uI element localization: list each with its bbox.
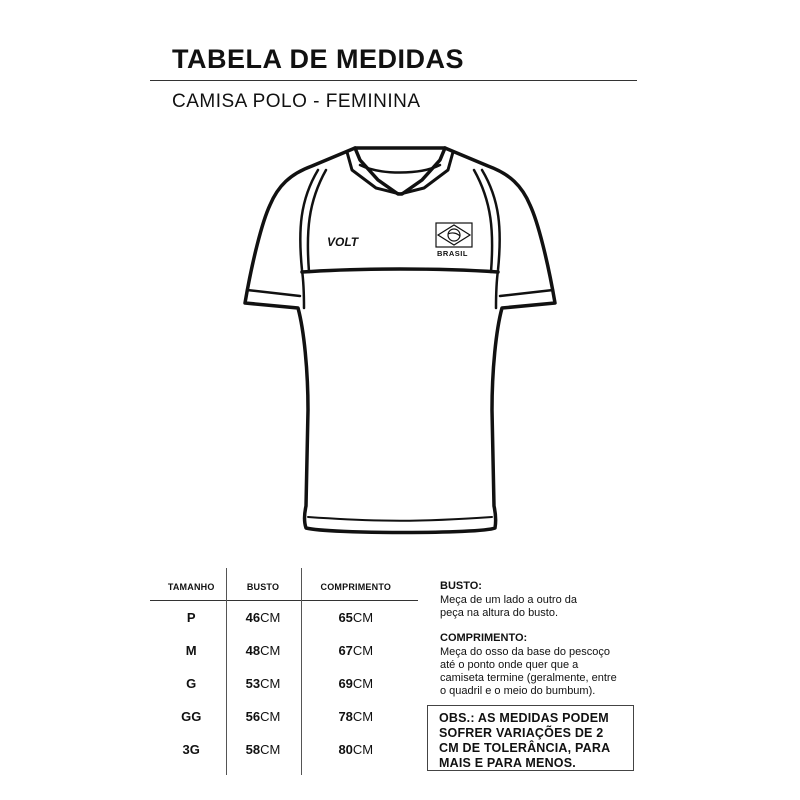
table-row xyxy=(150,733,418,766)
header-busto: BUSTO xyxy=(232,573,293,601)
header-comprimento: COMPRIMENTO xyxy=(294,573,418,601)
comprimento-value: 80 xyxy=(338,742,353,757)
comprimento-value: 69 xyxy=(338,676,353,691)
size-cell: 3G xyxy=(182,742,200,757)
measurement-notes xyxy=(440,580,680,710)
comprimento-value: 67 xyxy=(338,643,353,658)
comprimento-cell xyxy=(294,634,418,667)
busto-cell xyxy=(232,601,293,635)
comprimento-cell xyxy=(294,700,418,733)
column-divider xyxy=(301,568,302,775)
busto-cell xyxy=(232,733,293,766)
comprimento-note-text: Meça do osso da base do pescoço até o ponto onde quer que a camiseta termine (geralmente, entre o quadril e o meio do bumbum). xyxy=(440,646,617,697)
volt-logo: VOLT xyxy=(327,235,359,249)
shirt-drawing xyxy=(230,138,570,538)
size-cell: GG xyxy=(181,709,202,724)
busto-value: 46 xyxy=(245,610,261,625)
unit-label: CM xyxy=(352,676,374,691)
unit-label: CM xyxy=(260,610,281,625)
page-subtitle: CAMISA POLO - FEMININA xyxy=(172,91,421,112)
unit-label: CM xyxy=(352,742,374,757)
size-cell: P xyxy=(186,610,196,625)
table-row xyxy=(150,601,418,635)
busto-value: 53 xyxy=(245,676,261,691)
header-tamanho: TAMANHO xyxy=(150,573,232,601)
comprimento-value: 78 xyxy=(338,709,353,724)
busto-cell xyxy=(232,700,293,733)
size-cell: M xyxy=(185,643,197,658)
unit-label: CM xyxy=(352,643,374,658)
unit-label: CM xyxy=(260,742,281,757)
table-header-row xyxy=(150,573,418,601)
busto-cell xyxy=(232,667,293,700)
comprimento-note-title: COMPRIMENTO: xyxy=(440,632,528,644)
page-title: TABELA DE MEDIDAS xyxy=(172,44,464,74)
busto-value: 58 xyxy=(245,742,261,757)
unit-label: CM xyxy=(260,709,281,724)
flag-label: BRASIL xyxy=(437,249,468,258)
busto-note-text: Meça de um lado a outro da peça na altura do busto. xyxy=(440,594,577,619)
busto-value: 48 xyxy=(245,643,261,658)
busto-note-title: BUSTO: xyxy=(440,580,482,592)
unit-label: CM xyxy=(352,709,374,724)
size-table xyxy=(150,573,418,766)
unit-label: CM xyxy=(260,676,281,691)
busto-value: 56 xyxy=(245,709,261,724)
comprimento-cell xyxy=(294,601,418,635)
unit-label: CM xyxy=(352,610,374,625)
unit-label: CM xyxy=(260,643,281,658)
comprimento-value: 65 xyxy=(338,610,353,625)
table-row xyxy=(150,667,418,700)
obs-note: OBS.: AS MEDIDAS PODEM SOFRER VARIAÇÕES DE 2 CM DE TOLERÂNCIA, PARA MAIS E PARA MENOS. xyxy=(427,705,634,771)
table-row xyxy=(150,634,418,667)
table-row xyxy=(150,700,418,733)
comprimento-cell xyxy=(294,733,418,766)
size-cell: G xyxy=(186,676,197,691)
title-divider xyxy=(150,80,637,81)
brazil-flag-icon xyxy=(436,223,472,247)
comprimento-cell xyxy=(294,667,418,700)
busto-cell xyxy=(232,634,293,667)
shirt-illustration xyxy=(230,138,570,538)
column-divider xyxy=(226,568,227,775)
